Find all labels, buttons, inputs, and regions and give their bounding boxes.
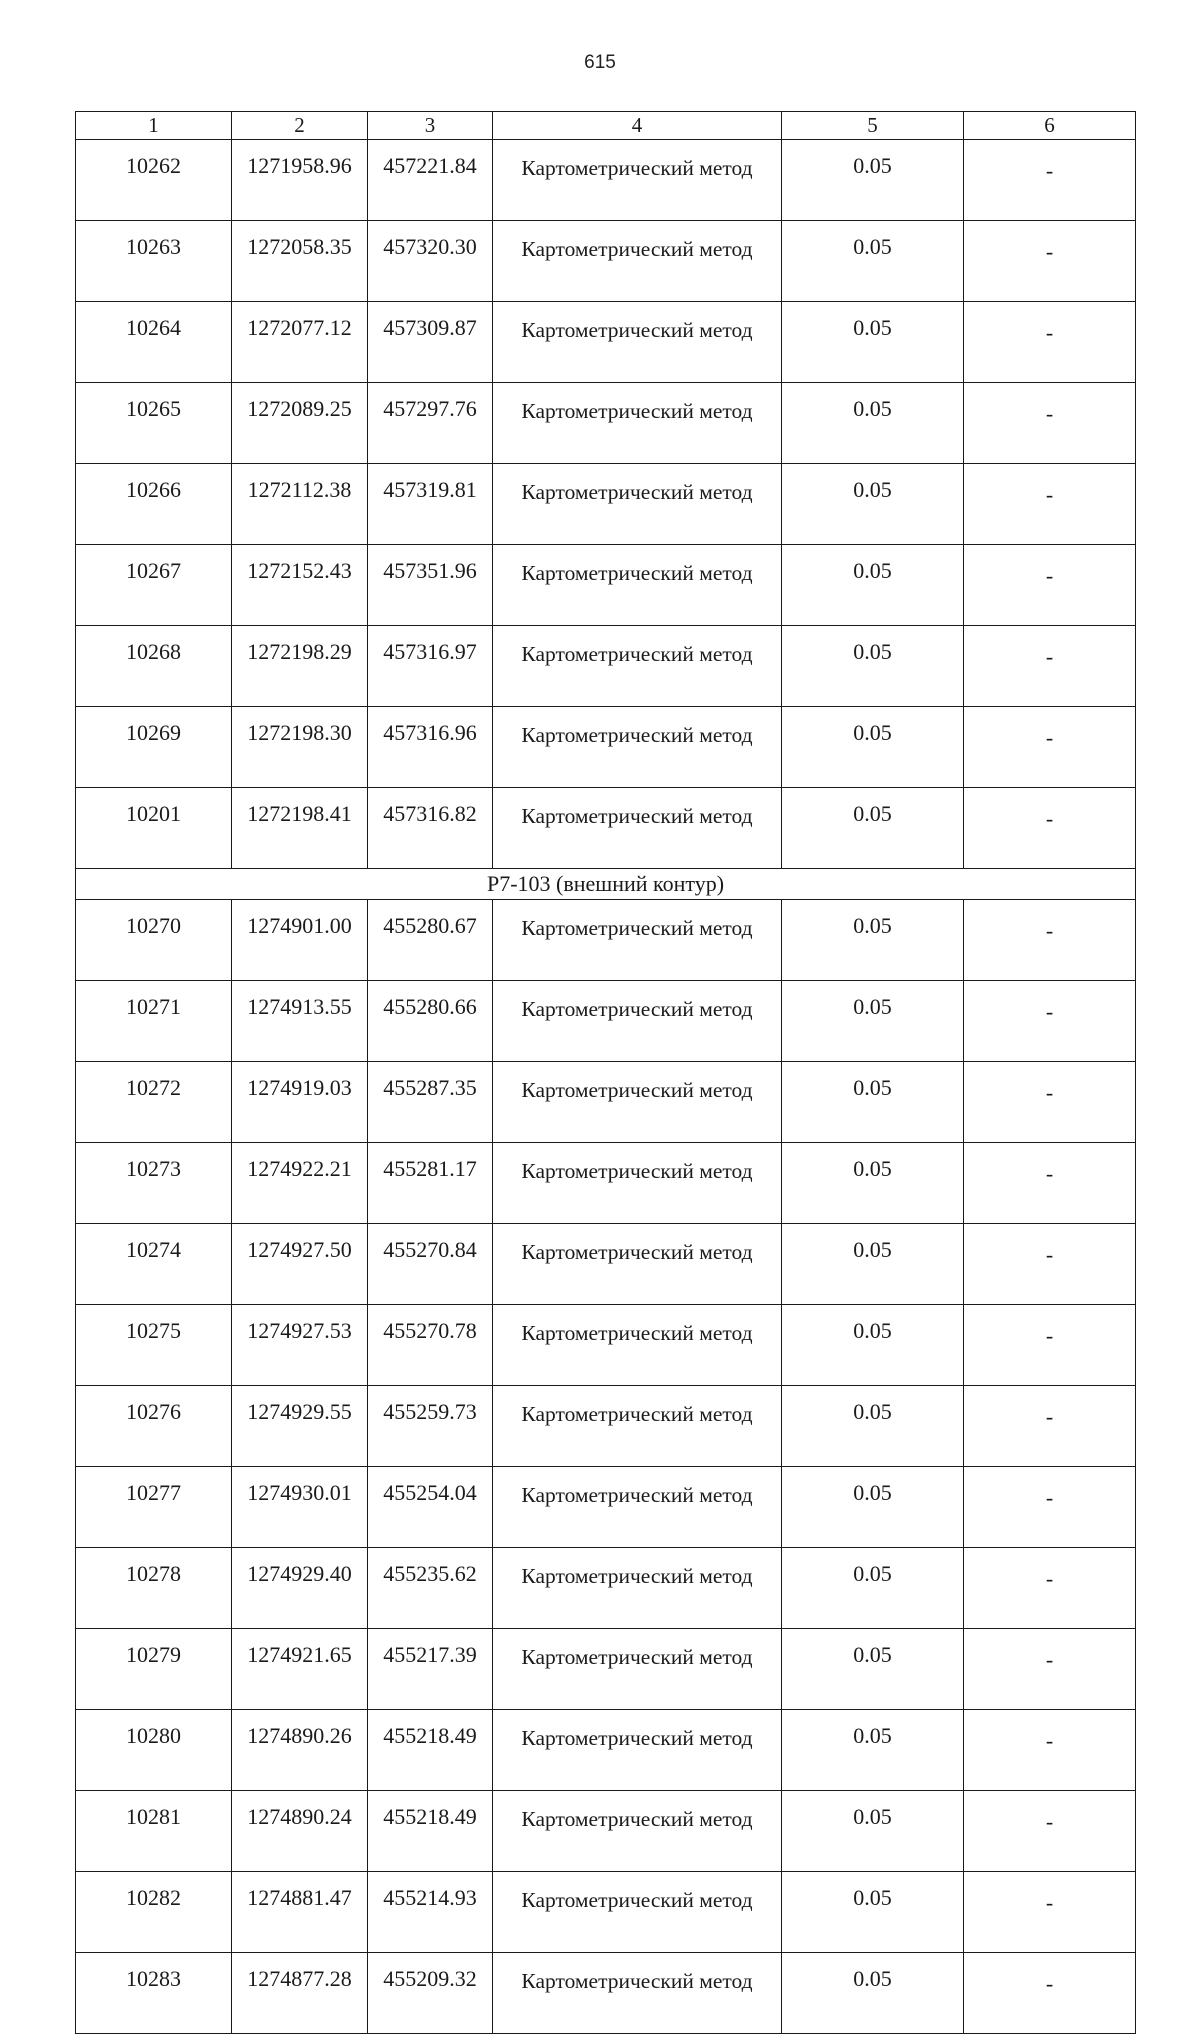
method-cell: Картометрический метод [493, 221, 782, 302]
note-cell: - [964, 1548, 1136, 1629]
page-number: 615 [584, 52, 616, 73]
accuracy-cell: 0.05 [782, 1791, 964, 1872]
table-row [76, 788, 1136, 869]
note-cell: - [964, 707, 1136, 788]
x-coordinate-cell: 1272112.38 [232, 464, 368, 545]
x-coordinate-cell: 1274922.21 [232, 1143, 368, 1224]
point-number-cell: 10275 [76, 1305, 232, 1386]
method-cell: Картометрический метод [493, 1953, 782, 2034]
column-header-3: 3 [368, 112, 493, 140]
x-coordinate-cell: 1272077.12 [232, 302, 368, 383]
point-number-cell: 10270 [76, 900, 232, 981]
y-coordinate-cell: 455214.93 [368, 1872, 493, 1953]
point-number-cell: 10271 [76, 981, 232, 1062]
accuracy-cell: 0.05 [782, 900, 964, 981]
note-cell: - [964, 545, 1136, 626]
table-row [76, 1629, 1136, 1710]
y-coordinate-cell: 457221.84 [368, 140, 493, 221]
x-coordinate-cell: 1274930.01 [232, 1467, 368, 1548]
table-row [76, 545, 1136, 626]
table-row [76, 1791, 1136, 1872]
method-cell: Картометрический метод [493, 1386, 782, 1467]
table-row [76, 981, 1136, 1062]
point-number-cell: 10269 [76, 707, 232, 788]
point-number-cell: 10264 [76, 302, 232, 383]
y-coordinate-cell: 457316.82 [368, 788, 493, 869]
y-coordinate-cell: 455218.49 [368, 1791, 493, 1872]
column-header-2: 2 [232, 112, 368, 140]
note-cell: - [964, 464, 1136, 545]
table-row [76, 1953, 1136, 2034]
accuracy-cell: 0.05 [782, 545, 964, 626]
x-coordinate-cell: 1274927.53 [232, 1305, 368, 1386]
accuracy-cell: 0.05 [782, 981, 964, 1062]
note-cell: - [964, 1791, 1136, 1872]
y-coordinate-cell: 455218.49 [368, 1710, 493, 1791]
note-cell: - [964, 900, 1136, 981]
y-coordinate-cell: 455280.66 [368, 981, 493, 1062]
method-cell: Картометрический метод [493, 1872, 782, 1953]
point-number-cell: 10266 [76, 464, 232, 545]
method-cell: Картометрический метод [493, 1224, 782, 1305]
accuracy-cell: 0.05 [782, 1953, 964, 2034]
note-cell: - [964, 1872, 1136, 1953]
method-cell: Картометрический метод [493, 1548, 782, 1629]
accuracy-cell: 0.05 [782, 140, 964, 221]
method-cell: Картометрический метод [493, 788, 782, 869]
note-cell: - [964, 1305, 1136, 1386]
table-row [76, 626, 1136, 707]
y-coordinate-cell: 457316.97 [368, 626, 493, 707]
x-coordinate-cell: 1274881.47 [232, 1872, 368, 1953]
table-row [76, 1710, 1136, 1791]
accuracy-cell: 0.05 [782, 1872, 964, 1953]
point-number-cell: 10280 [76, 1710, 232, 1791]
y-coordinate-cell: 455259.73 [368, 1386, 493, 1467]
accuracy-cell: 0.05 [782, 464, 964, 545]
y-coordinate-cell: 455281.17 [368, 1143, 493, 1224]
table-row [76, 1386, 1136, 1467]
point-number-cell: 10272 [76, 1062, 232, 1143]
section-header-row [76, 869, 1136, 900]
point-number-cell: 10267 [76, 545, 232, 626]
accuracy-cell: 0.05 [782, 221, 964, 302]
point-number-cell: 10283 [76, 1953, 232, 2034]
table-row [76, 1548, 1136, 1629]
table-row [76, 221, 1136, 302]
x-coordinate-cell: 1272198.29 [232, 626, 368, 707]
x-coordinate-cell: 1274901.00 [232, 900, 368, 981]
method-cell: Картометрический метод [493, 981, 782, 1062]
table-row [76, 140, 1136, 221]
x-coordinate-cell: 1274890.24 [232, 1791, 368, 1872]
table-row [76, 1872, 1136, 1953]
y-coordinate-cell: 455254.04 [368, 1467, 493, 1548]
note-cell: - [964, 1224, 1136, 1305]
table-row [76, 1224, 1136, 1305]
table-row [76, 900, 1136, 981]
table-row [76, 1305, 1136, 1386]
method-cell: Картометрический метод [493, 1062, 782, 1143]
note-cell: - [964, 1629, 1136, 1710]
table-row [76, 1062, 1136, 1143]
y-coordinate-cell: 455217.39 [368, 1629, 493, 1710]
column-header-6: 6 [964, 112, 1136, 140]
accuracy-cell: 0.05 [782, 1629, 964, 1710]
x-coordinate-cell: 1274913.55 [232, 981, 368, 1062]
point-number-cell: 10263 [76, 221, 232, 302]
x-coordinate-cell: 1274877.28 [232, 1953, 368, 2034]
method-cell: Картометрический метод [493, 302, 782, 383]
table-body [76, 112, 1136, 2034]
x-coordinate-cell: 1274929.55 [232, 1386, 368, 1467]
point-number-cell: 10273 [76, 1143, 232, 1224]
note-cell: - [964, 383, 1136, 464]
x-coordinate-cell: 1274927.50 [232, 1224, 368, 1305]
table-header-row [76, 112, 1136, 140]
accuracy-cell: 0.05 [782, 1710, 964, 1791]
accuracy-cell: 0.05 [782, 1467, 964, 1548]
accuracy-cell: 0.05 [782, 1305, 964, 1386]
column-header-1: 1 [76, 112, 232, 140]
method-cell: Картометрический метод [493, 1710, 782, 1791]
accuracy-cell: 0.05 [782, 383, 964, 464]
note-cell: - [964, 1143, 1136, 1224]
method-cell: Картометрический метод [493, 1467, 782, 1548]
accuracy-cell: 0.05 [782, 1386, 964, 1467]
x-coordinate-cell: 1274929.40 [232, 1548, 368, 1629]
y-coordinate-cell: 455270.84 [368, 1224, 493, 1305]
point-number-cell: 10268 [76, 626, 232, 707]
point-number-cell: 10281 [76, 1791, 232, 1872]
y-coordinate-cell: 455235.62 [368, 1548, 493, 1629]
note-cell: - [964, 221, 1136, 302]
section-title: Р7-103 (внешний контур) [76, 869, 1136, 900]
point-number-cell: 10282 [76, 1872, 232, 1953]
column-header-5: 5 [782, 112, 964, 140]
x-coordinate-cell: 1274890.26 [232, 1710, 368, 1791]
table-row [76, 302, 1136, 383]
accuracy-cell: 0.05 [782, 302, 964, 383]
method-cell: Картометрический метод [493, 626, 782, 707]
method-cell: Картометрический метод [493, 1629, 782, 1710]
table-row [76, 464, 1136, 545]
note-cell: - [964, 1953, 1136, 2034]
note-cell: - [964, 302, 1136, 383]
method-cell: Картометрический метод [493, 1305, 782, 1386]
x-coordinate-cell: 1272152.43 [232, 545, 368, 626]
accuracy-cell: 0.05 [782, 1062, 964, 1143]
point-number-cell: 10274 [76, 1224, 232, 1305]
note-cell: - [964, 981, 1136, 1062]
method-cell: Картометрический метод [493, 464, 782, 545]
note-cell: - [964, 626, 1136, 707]
x-coordinate-cell: 1272058.35 [232, 221, 368, 302]
table-row [76, 707, 1136, 788]
x-coordinate-cell: 1274919.03 [232, 1062, 368, 1143]
method-cell: Картометрический метод [493, 1791, 782, 1872]
y-coordinate-cell: 455280.67 [368, 900, 493, 981]
method-cell: Картометрический метод [493, 140, 782, 221]
accuracy-cell: 0.05 [782, 626, 964, 707]
column-header-4: 4 [493, 112, 782, 140]
x-coordinate-cell: 1274921.65 [232, 1629, 368, 1710]
method-cell: Картометрический метод [493, 707, 782, 788]
x-coordinate-cell: 1272198.30 [232, 707, 368, 788]
y-coordinate-cell: 457320.30 [368, 221, 493, 302]
accuracy-cell: 0.05 [782, 788, 964, 869]
y-coordinate-cell: 457316.96 [368, 707, 493, 788]
y-coordinate-cell: 455270.78 [368, 1305, 493, 1386]
note-cell: - [964, 788, 1136, 869]
point-number-cell: 10201 [76, 788, 232, 869]
y-coordinate-cell: 457319.81 [368, 464, 493, 545]
method-cell: Картометрический метод [493, 900, 782, 981]
point-number-cell: 10277 [76, 1467, 232, 1548]
y-coordinate-cell: 455209.32 [368, 1953, 493, 2034]
note-cell: - [964, 1710, 1136, 1791]
table-row [76, 1143, 1136, 1224]
point-number-cell: 10278 [76, 1548, 232, 1629]
point-number-cell: 10279 [76, 1629, 232, 1710]
point-number-cell: 10262 [76, 140, 232, 221]
accuracy-cell: 0.05 [782, 707, 964, 788]
table-row [76, 1467, 1136, 1548]
note-cell: - [964, 1467, 1136, 1548]
method-cell: Картометрический метод [493, 1143, 782, 1224]
method-cell: Картометрический метод [493, 545, 782, 626]
x-coordinate-cell: 1272198.41 [232, 788, 368, 869]
point-number-cell: 10276 [76, 1386, 232, 1467]
note-cell: - [964, 140, 1136, 221]
note-cell: - [964, 1062, 1136, 1143]
accuracy-cell: 0.05 [782, 1548, 964, 1629]
point-number-cell: 10265 [76, 383, 232, 464]
accuracy-cell: 0.05 [782, 1143, 964, 1224]
y-coordinate-cell: 455287.35 [368, 1062, 493, 1143]
y-coordinate-cell: 457297.76 [368, 383, 493, 464]
coordinates-table [75, 111, 1136, 2034]
table-row [76, 383, 1136, 464]
x-coordinate-cell: 1271958.96 [232, 140, 368, 221]
x-coordinate-cell: 1272089.25 [232, 383, 368, 464]
method-cell: Картометрический метод [493, 383, 782, 464]
y-coordinate-cell: 457309.87 [368, 302, 493, 383]
accuracy-cell: 0.05 [782, 1224, 964, 1305]
y-coordinate-cell: 457351.96 [368, 545, 493, 626]
note-cell: - [964, 1386, 1136, 1467]
